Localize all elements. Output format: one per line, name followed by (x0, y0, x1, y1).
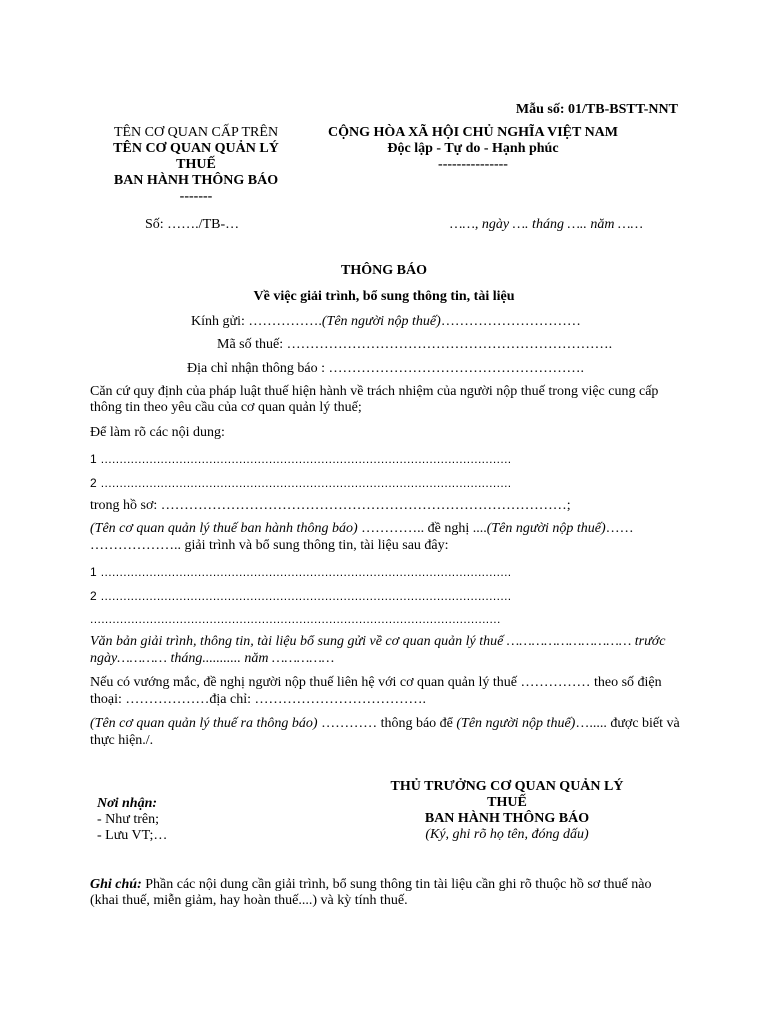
document-number: Số: ……./TB-… (145, 217, 240, 232)
info-item-3: .............................................................................................................. (90, 612, 501, 626)
closing-text-1: ………… thông báo để (317, 716, 457, 731)
left-separator: ------- (179, 189, 213, 204)
content-item-2: 2 .............................................................................................................. (90, 476, 512, 490)
contact-line-2: thoại: ………………địa chỉ: ………………………………. (90, 692, 426, 707)
recipients-block (97, 796, 167, 844)
closing-line-2: thực hiện./. (90, 733, 154, 748)
document-date: ……, ngày …. tháng ….. năm …… (450, 217, 643, 232)
address-line: Địa chỉ nhận thông báo : ………………………………………………. (187, 361, 585, 376)
signer-title-1: THỦ TRƯỞNG CƠ QUAN QUẢN LÝ (390, 779, 624, 794)
recipients-item-2: - Lưu VT;… (97, 828, 168, 843)
signature-block (382, 779, 632, 843)
left-header (96, 125, 296, 205)
issuing-agency: BAN HÀNH THÔNG BÁO (113, 173, 279, 188)
national-title: CỘNG HÒA XÃ HỘI CHỦ NGHĨA VIỆT NAM (327, 125, 618, 140)
clarify-intro: Để làm rõ các nội dung: (90, 425, 225, 440)
tax-code-line: Mã số thuế: ……………………………………………………………. (217, 337, 613, 352)
info-item-1: 1 .............................................................................................................. (90, 565, 512, 579)
signer-title-2: THUẾ (487, 795, 527, 810)
right-header (318, 125, 628, 173)
kinh-gui-label: Kính gửi: ……………. (191, 314, 322, 329)
tax-agency-line2: THUẾ (176, 157, 216, 172)
in-file-line: trong hồ sơ: ……………………………………………………………………………; (90, 498, 571, 513)
national-motto: Độc lập - Tự do - Hạnh phúc (387, 141, 559, 156)
info-item-2: 2 .............................................................................................................. (90, 589, 512, 603)
parent-agency: TÊN CƠ QUAN CẤP TRÊN (113, 125, 279, 140)
taxpayer-name-placeholder: (Tên người nộp thuế) (321, 314, 441, 329)
notifying-agency-placeholder: (Tên cơ quan quản lý thuế ra thông báo) (90, 716, 318, 731)
deadline-line-1: Văn bản giải trình, thông tin, tài liệu bổ sung gửi về cơ quan quản lý thuế ………………………… trước (90, 634, 666, 649)
tax-agency-line1: TÊN CƠ QUAN QUẢN LÝ (113, 141, 279, 156)
signer-title-3: BAN HÀNH THÔNG BÁO (424, 811, 590, 826)
closing-taxpayer-placeholder: (Tên người nộp thuế) (456, 716, 576, 731)
footnote-text: Phần các nội dung cần giải trình, bổ sung thông tin tài liệu cần ghi rõ thuộc hồ sơ thuế nào (khai thuế, miễn giảm, hay hoàn thuế....) và kỳ tính thuế. (90, 877, 652, 908)
contact-line-1: Nếu có vướng mắc, đề nghị người nộp thuế liên hệ với cơ quan quản lý thuế …………… theo số điện (90, 675, 662, 690)
kinh-gui-dots: ………………………… (440, 314, 581, 329)
kinh-gui-line (191, 314, 581, 330)
request-line-2: ……………….. giải trình và bổ sung thông tin, tài liệu sau đây: (90, 538, 449, 553)
content-item-1: 1 .............................................................................................................. (90, 452, 512, 466)
issuing-agency-placeholder: (Tên cơ quan quản lý thuế ban hành thông báo) (90, 521, 358, 536)
recipients-label: Nơi nhận: (97, 796, 158, 811)
footnote-label: Ghi chú: (90, 877, 142, 892)
signature-instruction: (Ký, ghi rõ họ tên, đóng dấu) (425, 827, 589, 842)
document-subtitle: Về việc giải trình, bổ sung thông tin, tài liệu (253, 289, 515, 304)
form-code: Mẫu số: 01/TB-BSTT-NNT (515, 102, 678, 117)
right-separator: --------------- (438, 157, 508, 172)
document-title: THÔNG BÁO (341, 263, 427, 278)
deadline-line-2: ngày………… tháng........... năm …………… (90, 651, 335, 666)
closing-text-2: …..... được biết và (575, 716, 680, 731)
request-text-1: ………….. đề nghị .... (357, 521, 487, 536)
recipients-item-1: - Như trên; (97, 812, 160, 827)
request-line-1 (90, 521, 680, 537)
taxpayer-placeholder: (Tên người nộp thuế) (486, 521, 606, 536)
request-text-2: …… (605, 521, 634, 536)
footnote (90, 877, 680, 909)
closing-line-1 (90, 716, 680, 732)
legal-basis-paragraph: Căn cứ quy định của pháp luật thuế hiện hành về trách nhiệm của người nộp thuế trong việc cung cấp thông tin theo yêu cầu của cơ quan quản lý thuế; (90, 384, 659, 415)
